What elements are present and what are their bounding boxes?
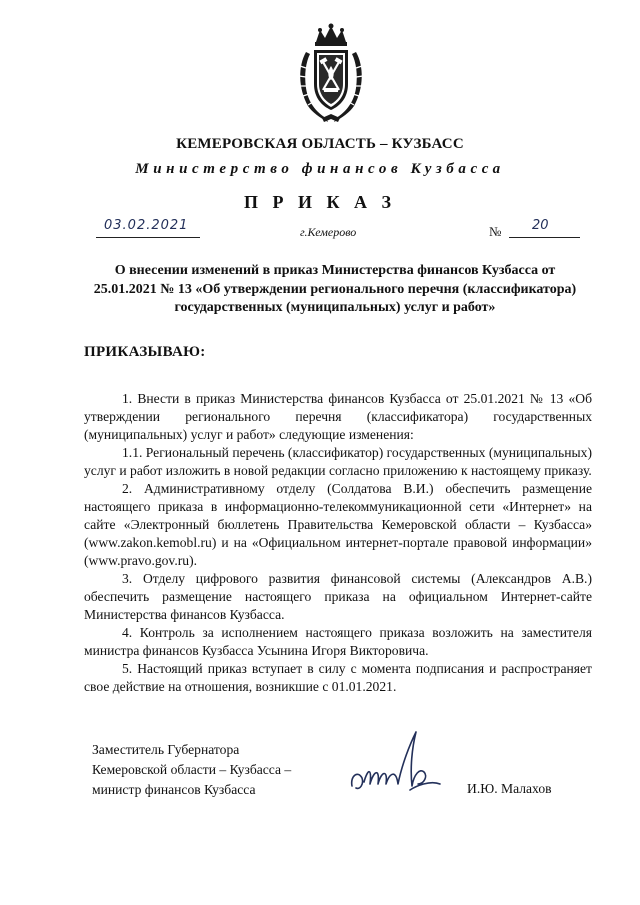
order-directive-heading: ПРИКАЗЫВАЮ: (84, 344, 206, 360)
order-item-4: 4. Контроль за исполнением настоящего приказа возложить на заместителя министра финансов Кузбасса Усынина Игоря Викторовича. (84, 625, 592, 658)
signer-position (92, 740, 291, 800)
coat-of-arms-emblem (294, 22, 368, 126)
ministry-title: Министерство финансов Кузбасса (135, 161, 505, 177)
order-item-5: 5. Настоящий приказ вступает в силу с момента подписания и распространяет свое действие на отношения, возникшие с 01.01.2021. (84, 661, 592, 694)
handwritten-signature (340, 724, 460, 804)
document-type-title: П Р И К А З (243, 192, 397, 212)
order-item-3: 3. Отделу цифрового развития финансовой системы (Александров А.В.) обеспечить размещение настоящего приказа на официальном Интернет-сайте Министерства финансов Кузбасса. (84, 571, 592, 622)
order-number-label: № (489, 224, 502, 239)
order-city: г.Кемерово (300, 225, 357, 239)
signer-position-line-1: Заместитель Губернатора (92, 742, 240, 757)
order-date: 03.02.2021 (104, 218, 189, 233)
order-item-2: 2. Административному отделу (Солдатова В.И.) обеспечить размещение настоящего приказа в информационно-телекоммуникационной сети «Интернет» на сайте «Электронный бюллетень Правительства Кемеровской области – Кузбасса» (www.zakon.kemobl.ru) и на «Официальном интернет-портале правовой информации» (www.pravo.gov.ru). (84, 481, 592, 568)
signer-position-line-2: Кемеровской области – Кузбасса – (92, 762, 292, 777)
order-subject: О внесении изменений в приказ Министерства финансов Кузбасса от 25.01.2021 № 13 «Об утверждении регионального перечня (классификатора) государственных (муниципальных) услуг и работ» (93, 263, 577, 315)
order-item-1: 1. Внести в приказ Министерства финансов Кузбасса от 25.01.2021 № 13 «Об утверждении регионального перечня (классификатора) государственных (муниципальных) услуг и работ» следующие изменения: (84, 391, 592, 442)
order-number: 20 (532, 218, 549, 233)
order-body (84, 390, 592, 696)
signer-position-line-3: министр финансов Кузбасса (92, 782, 256, 797)
order-item-1-1: 1.1. Региональный перечень (классификатор) государственных (муниципальных) услуг и работ изложить в новой редакции согласно приложению к настоящему приказу. (84, 445, 592, 478)
region-title: КЕМЕРОВСКАЯ ОБЛАСТЬ – КУЗБАСС (176, 136, 464, 152)
signer-name: И.Ю. Малахов (467, 781, 552, 796)
